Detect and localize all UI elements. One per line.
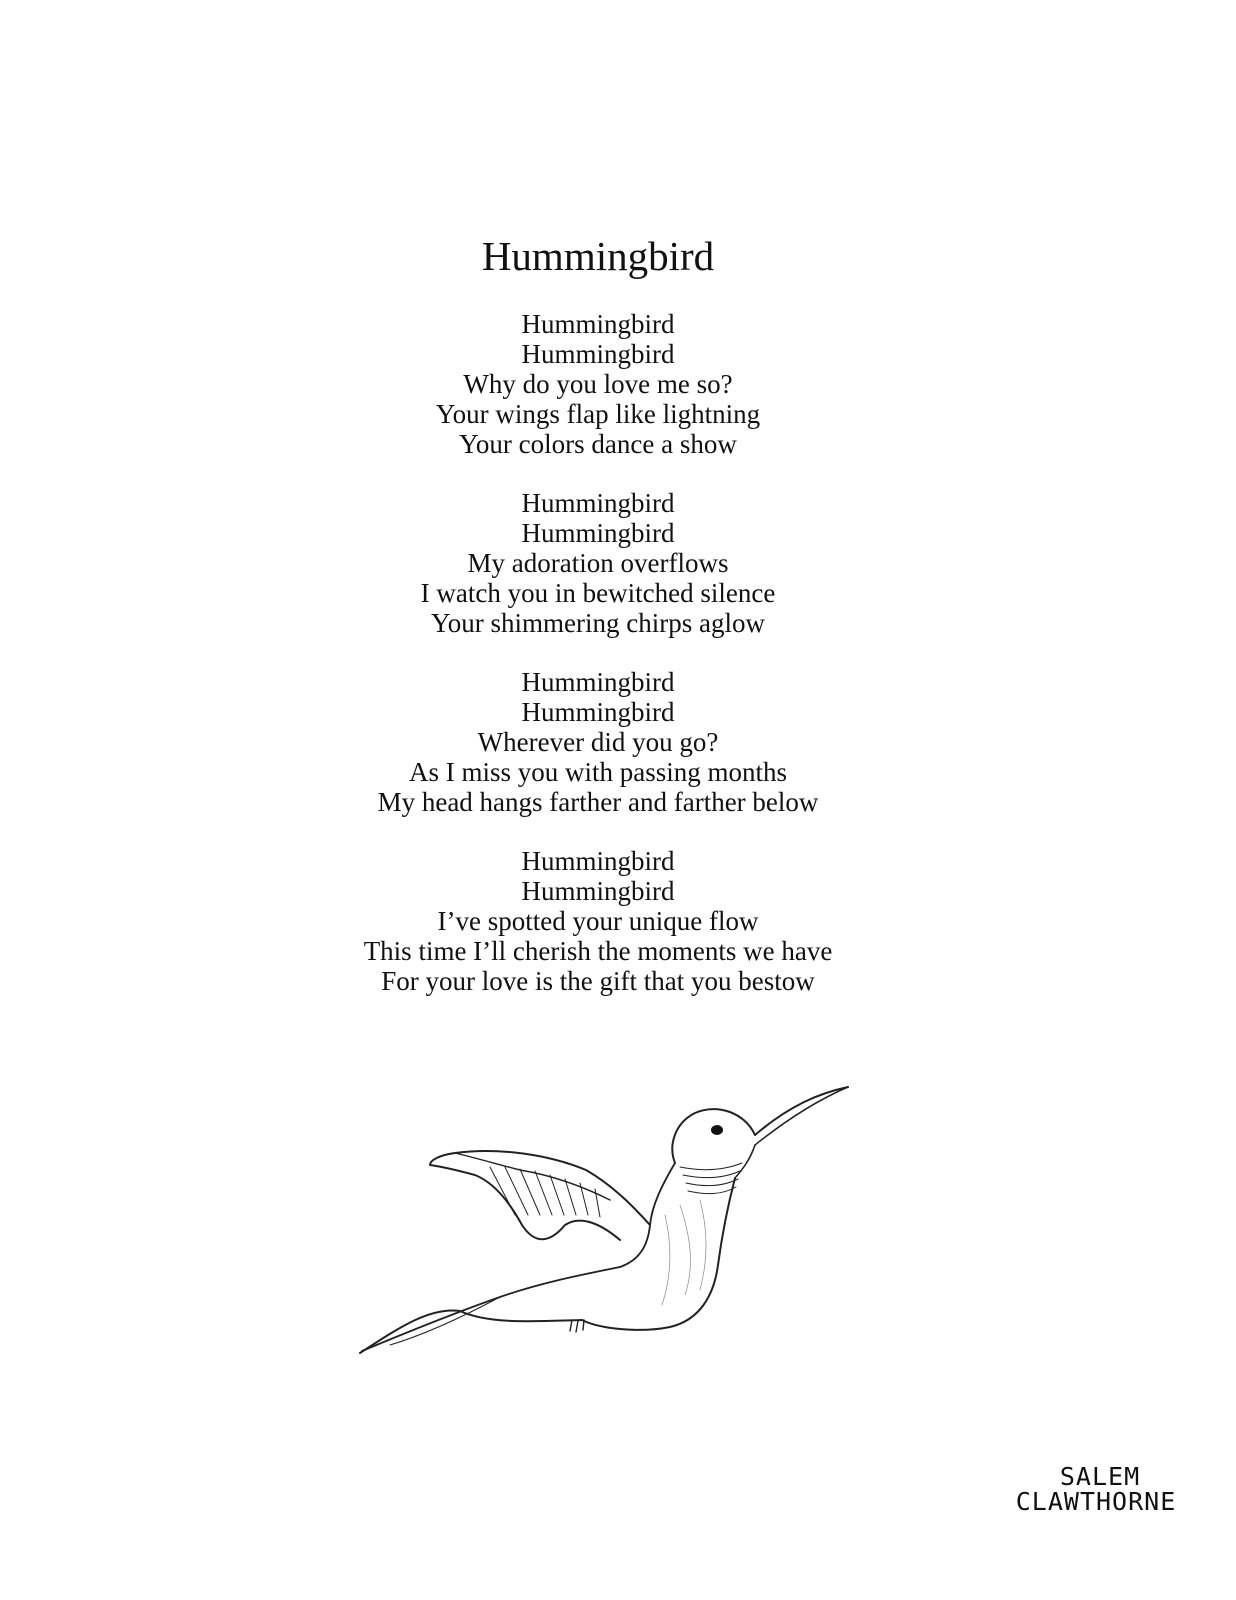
poem-line: My head hangs farther and farther below [377,787,819,817]
stanza-1 [0,309,1196,459]
poem-line: For your love is the gift that you bestow [381,966,815,996]
stanza-2 [0,488,1196,638]
poem-line: Hummingbird [521,846,675,876]
poem-line: Hummingbird [521,309,675,339]
poem-title: Hummingbird [481,233,715,279]
poem-line: Hummingbird [521,518,675,548]
poem-line: Hummingbird [521,876,675,906]
poem-line: As I miss you with passing months [408,757,788,787]
poem-line: Hummingbird [521,339,675,369]
poem-line: I watch you in bewitched silence [420,578,776,608]
poem-line: Hummingbird [521,488,675,518]
poem-line: Why do you love me so? [463,369,733,399]
signature-last-name: CLAWTHORNE [1015,1487,1177,1516]
poem-line: Your shimmering chirps aglow [431,608,765,638]
signature-first-name: SALEM [1059,1462,1141,1491]
poem-line: Your colors dance a show [459,429,737,459]
poem-body [0,309,1196,1025]
stanza-4 [0,846,1196,996]
signature-logo [1006,1464,1186,1514]
stanza-3 [0,667,1196,817]
poem-line: Your wings flap like lightning [435,399,761,429]
poem-line: Wherever did you go? [477,727,719,757]
poem-line: Hummingbird [521,667,675,697]
poem-line: This time I’ll cherish the moments we have [363,936,833,966]
poem-line: I’ve spotted your unique flow [437,906,759,936]
poem-line: Hummingbird [521,697,675,727]
hummingbird-sketch-icon [350,1075,870,1375]
poem-line: My adoration overflows [467,548,729,578]
